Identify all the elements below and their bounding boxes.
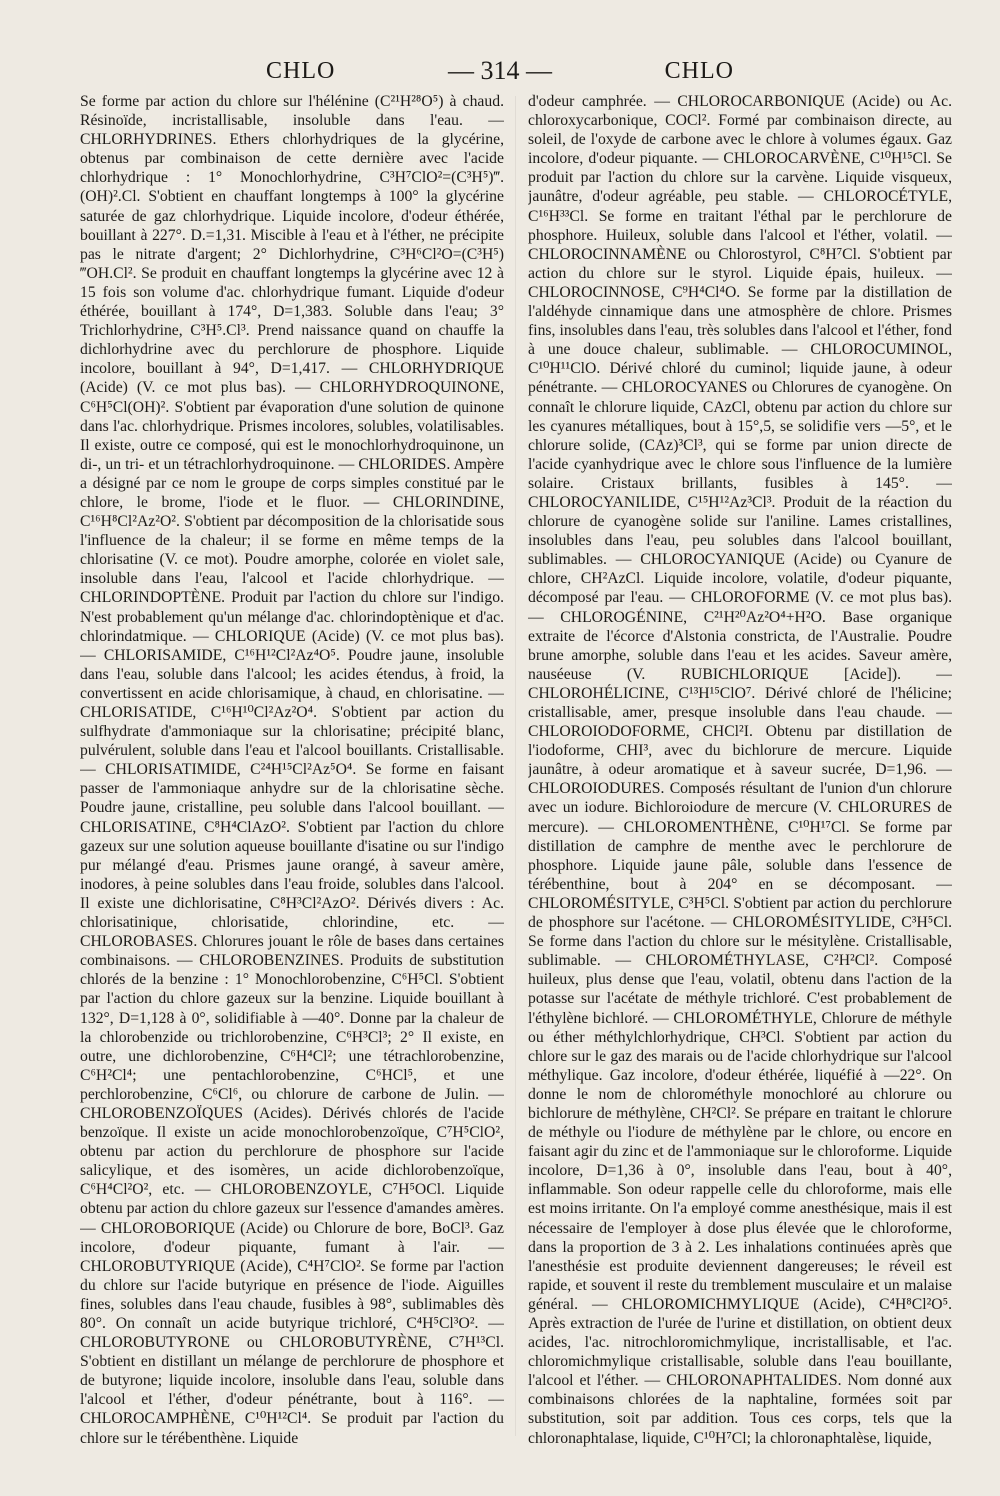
page-number: — 314 —	[448, 56, 552, 85]
left-column-text: Se forme par action du chlore sur l'hélénine (C²¹H²⁸O⁵) à chaud. Résinoïde, incristallisable, insoluble dans l'eau. — CHLORHYDRINES. Ethers chlorhydriques de la glycérine, obtenus par combinaison de cette dernière avec l'acide chlorhydrique : 1° Monochlorhydrine, C³H⁷ClO²=(C³H⁵)‴.(OH)².Cl. S'obtient en chauffant longtemps à 100° la glycérine saturée de gaz chlorhydrique. Liquide incolore, d'odeur éthérée, bouillant à 227°. D.=1,31. Miscible à l'eau et à l'éther, ne précipite pas le nitrate d'argent; 2° Dichlorhydrine, C³H⁶Cl²O=(C³H⁵)‴OH.Cl². Se produit en chauffant longtemps la glycérine avec 12 à 15 fois son volume d'ac. chlorhydrique fumant. Liquide d'odeur éthérée, bouillant à 174°, D=1,383. Soluble dans l'eau; 3° Trichlorhydrine, C³H⁵.Cl³. Prend naissance quand on chauffe la dichlorhydrine avec du perchlorure de phosphore. Liquide incolore, bouillant à 94°, D=1,417. — CHLORHYDRIQUE (Acide) (V. ce mot plus bas). — CHLORHYDROQUINONE, C⁶H⁵Cl(OH)². S'obtient par évaporation d'une solution de quinone dans l'ac. chlorhydrique. Prismes incolores, solubles, volatilisables. Il existe, outre ce composé, qui est le monochlorhydroquinone, un di-, un tri- et un tétrachlorhydroquinone. — CHLORIDES. Ampère a désigné par ce nom le groupe de corps simples constitué par le chlore, le brome, l'iode et le fluor. — CHLORINDINE, C¹⁶H⁸Cl²Az²O². S'obtient par décomposition de la chlorisatide sous l'influence de la chaleur; il se forme en même temps de la chlorisatine (V. ce mot). Poudre amorphe, colorée en violet sale, insoluble dans l'eau, l'alcool et l'acide chlorhydrique. — CHLORINDOPTÈNE. Produit par l'action du chlore sur l'indigo. N'est probablement qu'un mélange d'ac. chlorindoptènique et d'ac. chlorindatmique. — CHLORIQUE (Acide) (V. ce mot plus bas). — CHLORISAMIDE, C¹⁶H¹²Cl²Az⁴O⁵. Poudre jaune, insoluble dans l'eau, soluble dans l'alcool; les acides étendus, à froid, la convertissent en acide chlorisamique, à chaud, en chlorisatine. — CHLORISATIDE, C¹⁶H¹⁰Cl²Az²O⁴. S'obtient par action du sulfhydrate d'ammoniaque sur la chlorisatine; précipité blanc, pulvérulent, soluble dans l'eau et l'alcool bouillants. Cristallisable. — CHLORISATIMIDE, C²⁴H¹⁵Cl²Az⁵O⁴. Se forme en faisant passer de l'ammoniaque anhydre sur de la chlorisatine sèche. Poudre jaune, cristalline, peu soluble dans l'alcool bouillant. — CHLORISATINE, C⁸H⁴ClAzO². S'obtient par l'action du chlore gazeux sur une solution aqueuse bouillante d'isatine ou sur l'indigo pur mélangé d'eau. Prismes jaune orangé, à saveur amère, inodores, à peine solubles dans l'eau froide, solubles dans l'alcool. Il existe une dichlorisatine, C⁸H³Cl²AzO². Dérivés divers : Ac. chlorisatinique, chlorisatide, chlorindine, etc. — CHLOROBASES. Chlorures jouant le rôle de bases dans certaines combinaisons. — CHLOROBENZINES. Produits de substitution chlorés de la benzine : 1° Monochlorobenzine, C⁶H⁵Cl. S'obtient par l'action du chlore gazeux sur la benzine. Liquide bouillant à 132°, D=1,128 à 0°, solidifiable à —40°. Donne par la chaleur de la chlorobenzide ou trichlorobenzine, C⁶H³Cl³; 2° Il existe, en outre, une dichlorobenzine, C⁶H⁴Cl²; une tétrachlorobenzine, C⁶H²Cl⁴; une pentachlorobenzine, C⁶HCl⁵, et une perchlorobenzine, C⁶Cl⁶, ou chlorure de carbone de Julin. — CHLOROBENZOÏQUES (Acides). Dérivés chlorés de l'acide benzoïque. Il existe un acide monochlorobenzoïque, C⁷H⁵ClO², obtenu par action du perchlorure de phosphore sur l'acide salicylique, et des isomères, un acide dichlorobenzoïque, C⁶H⁴Cl²O², etc. — CHLOROBENZOYLE, C⁷H⁵OCl. Liquide obtenu par action du chlore gazeux sur l'essence d'amandes amères. — CHLOROBORIQUE (Acide) ou Chlorure de bore, BoCl³. Gaz incolore, d'odeur piquante, fumant à l'air. — CHLOROBUTYRIQUE (Acide), C⁴H⁷ClO². Se forme par l'action du chlore sur l'acide butyrique en présence de l'iode. Aiguilles fines, solubles dans l'eau chaude, fusibles à 98°, sublimables dès 80°. On connaît un acide butyrique trichloré, C⁴H⁵Cl³O². — CHLOROBUTYRONE ou CHLOROBUTYRÈNE, C⁷H¹³Cl. S'obtient en distillant un mélange de perchlorure de phosphore et de butyrone; liquide incolore, insoluble dans l'eau, soluble dans l'alcool et l'éther, d'odeur pénétrante, bout à 116°. — CHLOROCAMPHÈNE, C¹⁰H¹²Cl⁴. Se produit par l'action du chlore sur le térébenthène. Liquide	[80, 93, 504, 1447]
right-column-text: d'odeur camphrée. — CHLOROCARBONIQUE (Acide) ou Ac. chloroxycarbonique, COCl². Formé par combinaison directe, au soleil, de l'oxyde de carbone avec le chlore à volumes égaux. Gaz incolore, d'odeur piquante. — CHLOROCARVÈNE, C¹⁰H¹⁵Cl. Se produit par l'action du chlore sur la carvène. Liquide visqueux, jaunâtre, d'odeur agréable, peu stable. — CHLOROCÉTYLE, C¹⁶H³³Cl. Se forme en traitant l'éthal par le perchlorure de phosphore. Huileux, soluble dans l'alcool et l'éther, volatil. — CHLOROCINNAMÈNE ou Chlorostyrol, C⁸H⁷Cl. S'obtient par action du chlore sur le styrol. Liquide épais, huileux. — CHLOROCINNOSE, C⁹H⁴Cl⁴O. Se forme par la distillation de l'aldéhyde cinnamique dans une atmosphère de chlore. Prismes fins, insolubles dans l'eau, très solubles dans l'alcool et l'éther, fond à une douce chaleur, sublimable. — CHLOROCUMINOL, C¹⁰H¹¹ClO. Dérivé chloré du cuminol; liquide jaune, à odeur pénétrante. — CHLOROCYANES ou Chlorures de cyanogène. On connaît le chlorure liquide, CAzCl, obtenu par action du chlore sur les cyanures métalliques, bout à 15°,5, se solidifie vers —5°, et le chlorure solide, (CAz)³Cl³, qui se forme par union directe de l'acide cyanhydrique avec le chlore sous l'influence de la lumière solaire. Cristaux brillants, fusibles à 145°. — CHLOROCYANILIDE, C¹⁵H¹²Az³Cl³. Produit de la réaction du chlorure de cyanogène solide sur l'aniline. Lames cristallines, insolubles dans l'eau, peu solubles dans l'alcool bouillant, sublimables. — CHLOROCYANIQUE (Acide) ou Cyanure de chlore, CH²AzCl. Liquide incolore, volatile, d'odeur piquante, décomposé par l'eau. — CHLOROFORME (V. ce mot plus bas). — CHLOROGÉNINE, C²¹H²⁰Az²O⁴+H²O. Base organique extraite de l'écorce d'Alstonia constricta, de l'Australie. Poudre brune amorphe, soluble dans l'eau et les acides. Saveur amère, nauséeuse (V. RUBICHLORIQUE [Acide]). — CHLOROHÉLICINE, C¹³H¹⁵ClO⁷. Dérivé chloré de l'hélicine; cristallisable, amer, presque insoluble dans l'eau chaude. — CHLOROIODOFORME, CHCl²I. Obtenu par distillation de l'iodoforme, CHI³, avec du bichlorure de mercure. Liquide jaunâtre, à odeur aromatique et à saveur sucrée, D=1,96. — CHLOROIODURES. Composés résultant de l'union d'un chlorure avec un iodure. Bichloroiodure de mercure (V. CHLORURES de mercure). — CHLOROMENTHÈNE, C¹⁰H¹⁷Cl. Se forme par distillation de camphre de menthe avec le perchlorure de phosphore. Liquide jaune pâle, soluble dans l'essence de térébenthine, bout à 204° en se décomposant. — CHLOROMÉSITYLE, C³H⁵Cl. S'obtient par action du perchlorure de phosphore sur l'acétone. — CHLOROMÉSITYLIDE, C³H⁵Cl. Se forme dans l'action du chlore sur le mésitylène. Cristallisable, sublimable. — CHLOROMÉTHYLASE, C²H²Cl². Composé huileux, plus dense que l'eau, volatil, obtenu dans l'action de la potasse sur l'acétate de méthyle trichloré. C'est probablement de l'éthylène bichloré. — CHLOROMÉTHYLE, Chlorure de méthyle ou éther méthylchlorhydrique, CH³Cl. S'obtient par action du chlore sur le gaz des marais ou de l'acide chlorhydrique sur l'alcool méthylique. Gaz incolore, d'odeur éthérée, liquéfié à —22°. On donne le nom de chlorométhyle monochloré au chlorure ou bichlorure de méthylène, CH²Cl². Se prépare en traitant le chlorure de méthyle ou l'iodure de méthylène par le chlore, ou encore en faisant agir du zinc et de l'ammoniaque sur le chloroforme. Liquide incolore, D=1,36 à 0°, insoluble dans l'eau, bout à 40°, inflammable. Son odeur rappelle celle du chloroforme, mais elle est moins irritante. On l'a employé comme anesthésique, mais il est nécessaire de l'employer à dose plus élevée que le chloroforme, dans la proportion de 3 à 2. Les inhalations continuées après que l'anesthésie est produite deviennent dangereuses; le réveil est rapide, et souvent il reste du tremblement musculaire et un malaise général. — CHLOROMICHMYLIQUE (Acide), C⁴H⁸Cl²O⁵. Après extraction de l'urée de l'urine et distillation, on obtient deux acides, l'ac. nitrochloromichmylique, incristallisable, et l'ac. chloromichmylique cristallisable, soluble dans l'eau bouillante, l'alcool et l'éther. — CHLORONAPHTALIDES. Nom donné aux combinaisons chlorées de la naphtaline, formées soit par substitution, soit par addition. Tous ces corps, tels que la chloronaphtalase, liquide, C¹⁰H⁷Cl; la chloronaphtalèse, liquide,	[528, 93, 952, 1447]
running-header	[70, 52, 930, 92]
right-column	[528, 92, 952, 1452]
left-headword: CHLO	[266, 58, 336, 84]
left-column	[80, 92, 504, 1452]
right-headword: CHLO	[664, 58, 734, 84]
column-gutter	[515, 96, 516, 1436]
